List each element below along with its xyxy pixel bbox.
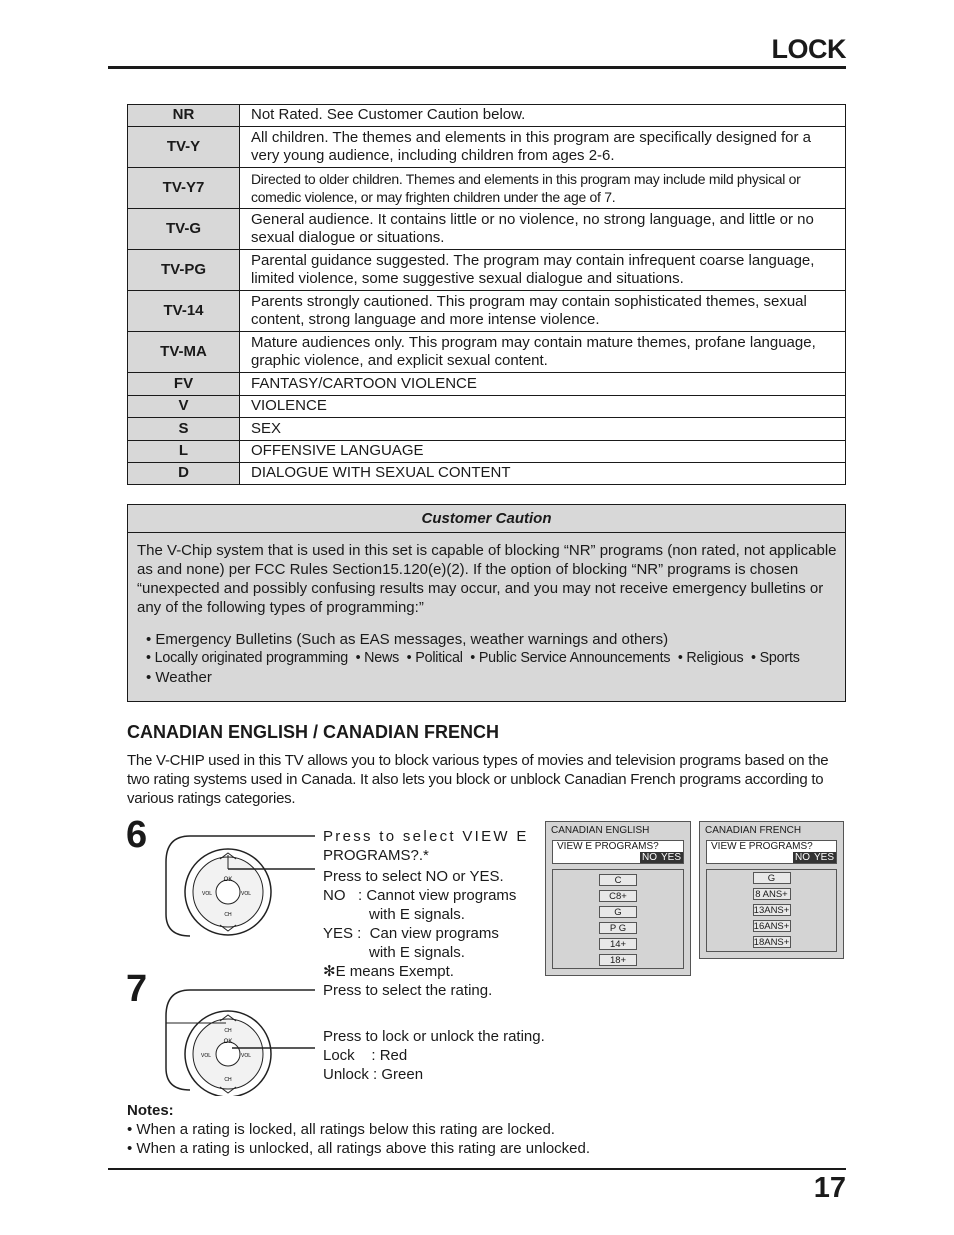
rating-desc: General audience. It contains little or no violence, no strong language, and little or no sexual dialogue or situations. [240, 209, 846, 250]
vol-left-label: VOL [201, 1053, 212, 1059]
osd-rating-item[interactable]: G [599, 906, 637, 918]
osd-rating-list [552, 869, 684, 969]
rating-desc: DIALOGUE WITH SEXUAL CONTENT [240, 462, 846, 484]
top-rule [108, 66, 846, 69]
step6-callout [323, 827, 529, 865]
page-title: LOCK [771, 34, 846, 64]
table-row [128, 291, 846, 332]
rating-code: TV-PG [128, 250, 240, 291]
table-row [128, 332, 846, 373]
osd-rating-item[interactable]: P G [599, 922, 637, 934]
remote-control-icon [160, 986, 320, 1096]
osd-yes[interactable]: YES [813, 852, 834, 863]
rating-code: L [128, 440, 240, 462]
callout-text: with E signals. [369, 906, 465, 923]
callout-text: ✻E means Exempt. [323, 963, 454, 980]
vol-right-label: VOL [241, 1053, 252, 1059]
osd-canadian-english [545, 821, 691, 976]
rating-desc: Parents strongly cautioned. This program may contain sophisticated themes, sexual content, strong language and more intense violence. [240, 291, 846, 332]
osd-rating-item[interactable]: 13ANS+ [753, 905, 790, 916]
osd-rating-item[interactable]: 8 ANS+ [753, 888, 791, 900]
vol-left-label: VOL [202, 891, 213, 897]
ch-top-label: CH [224, 1028, 232, 1034]
ok-label: OK [223, 877, 233, 883]
step-number: 6 [126, 814, 148, 856]
osd-question-text: VIEW E PROGRAMS? [557, 841, 659, 852]
osd-rating-item[interactable]: 14+ [599, 938, 637, 950]
page-number: 17 [813, 1172, 846, 1204]
table-row [128, 127, 846, 168]
table-row [128, 105, 846, 127]
osd-rating-item[interactable]: C8+ [599, 890, 637, 902]
table-row [128, 250, 846, 291]
table-row [128, 373, 846, 395]
rating-code: D [128, 462, 240, 484]
osd-rating-item[interactable]: G [753, 872, 791, 884]
osd-yes-no [793, 852, 836, 863]
ok-label: OK [223, 1039, 233, 1045]
rating-desc: All children. The themes and elements in this program are specifically designed for a very young audience, including children from ages 2-6. [240, 127, 846, 168]
note-item: • When a rating is locked, all ratings below this rating are locked. [127, 1121, 555, 1138]
intro-paragraph: The V-CHIP used in this TV allows you to block various types of movies and television programs based on the two rating systems used in Canada. It also lets you block or unblock Canadian French programs according to various ratings categories. [127, 752, 829, 807]
osd-title: CANADIAN ENGLISH [551, 825, 650, 836]
callout-text: Press to select NO or YES. [323, 868, 504, 885]
osd-canadian-french [699, 821, 844, 959]
caution-title: Customer Caution [128, 505, 845, 533]
callout-text: Press to select VIEW E [323, 828, 529, 845]
osd-title: CANADIAN FRENCH [705, 825, 802, 836]
table-row [128, 395, 846, 417]
osd-rating-item[interactable]: C [599, 874, 637, 886]
caution-bullets [137, 630, 837, 687]
osd-question [706, 840, 837, 864]
vol-right-label: VOL [241, 891, 252, 897]
callout-text: PROGRAMS?.* [323, 847, 429, 864]
callout-text: YES : Can view programs [323, 925, 499, 942]
osd-yes-no [640, 852, 683, 863]
osd-rating-item[interactable]: 18+ [599, 954, 637, 966]
notes-title: Notes: [127, 1102, 174, 1119]
note-item: • When a rating is unlocked, all ratings above this rating are unlocked. [127, 1140, 591, 1157]
ch-label: CH [224, 1077, 232, 1083]
rating-code: V [128, 395, 240, 417]
rating-code: FV [128, 373, 240, 395]
rating-code: TV-Y7 [128, 168, 240, 209]
rating-code: TV-G [128, 209, 240, 250]
rating-desc: SEX [240, 418, 846, 440]
osd-yes[interactable]: YES [660, 852, 681, 863]
remote-control-icon [160, 832, 320, 942]
callout-text: with E signals. [369, 944, 465, 961]
rating-desc: FANTASY/CARTOON VIOLENCE [240, 373, 846, 395]
rating-code: S [128, 418, 240, 440]
osd-question-text: VIEW E PROGRAMS? [711, 841, 813, 852]
caution-bullet: • Locally originated programming • News • Political • Public Service Announcements • Religious • Sports [146, 650, 800, 666]
caution-bullet: • Weather [146, 669, 212, 686]
table-row [128, 462, 846, 484]
caution-text: The V-Chip system that is used in this set is capable of blocking “NR” programs (non rated, not applicable as and none) per FCC Rules Section15.120(e)(2). If the option of blocking “NR” programs is chosen “unexpected and possibly confusing results may occur, and you may not receive emergency bulletins or any of the following types of programming:” [137, 542, 837, 616]
step6-options [323, 867, 516, 981]
callout-text: Lock : Red [323, 1047, 408, 1064]
rating-desc: Mature audiences only. This program may contain mature themes, profane language, graphic violence, and explicit sexual content. [240, 332, 846, 373]
callout-text: NO : Cannot view programs [323, 887, 517, 904]
rating-desc: Directed to older children. Themes and elements in this program may include mild physical or comedic violence, or may frighten children under the age of 7. [240, 168, 846, 209]
rating-desc: Parental guidance suggested. The program may contain infrequent coarse language, limited violence, some suggestive sexual dialogue and situations. [240, 250, 846, 291]
rating-code: TV-Y [128, 127, 240, 168]
ch-label: CH [224, 912, 232, 918]
caution-body [128, 533, 845, 687]
caution-bullet: • Emergency Bulletins (Such as EAS messages, weather warnings and others) [146, 631, 669, 648]
table-row [128, 418, 846, 440]
step-number: 7 [126, 968, 148, 1010]
rating-desc: VIOLENCE [240, 395, 846, 417]
table-row [128, 168, 846, 209]
rating-desc: Not Rated. See Customer Caution below. [240, 105, 846, 127]
rating-desc: OFFENSIVE LANGUAGE [240, 440, 846, 462]
table-row [128, 209, 846, 250]
osd-rating-list [706, 869, 837, 952]
ratings-table [127, 104, 846, 485]
osd-question [552, 840, 684, 864]
step7-callout: Press to select the rating. [323, 982, 493, 999]
rating-code: TV-14 [128, 291, 240, 332]
callout-text: Unlock : Green [323, 1066, 424, 1083]
bottom-rule [108, 1168, 846, 1170]
osd-rating-item[interactable]: 16ANS+ [753, 921, 790, 932]
rating-code: TV-MA [128, 332, 240, 373]
step7-lock-callout [323, 1027, 545, 1084]
notes [127, 1101, 590, 1158]
osd-rating-item[interactable]: 18ANS+ [753, 937, 790, 948]
customer-caution-box [127, 504, 846, 702]
section-heading: CANADIAN ENGLISH / CANADIAN FRENCH [127, 722, 499, 742]
table-row [128, 440, 846, 462]
osd-no[interactable]: NO [794, 852, 810, 863]
osd-no[interactable]: NO [641, 852, 657, 863]
rating-code: NR [128, 105, 240, 127]
callout-text: Press to lock or unlock the rating. [323, 1028, 545, 1045]
